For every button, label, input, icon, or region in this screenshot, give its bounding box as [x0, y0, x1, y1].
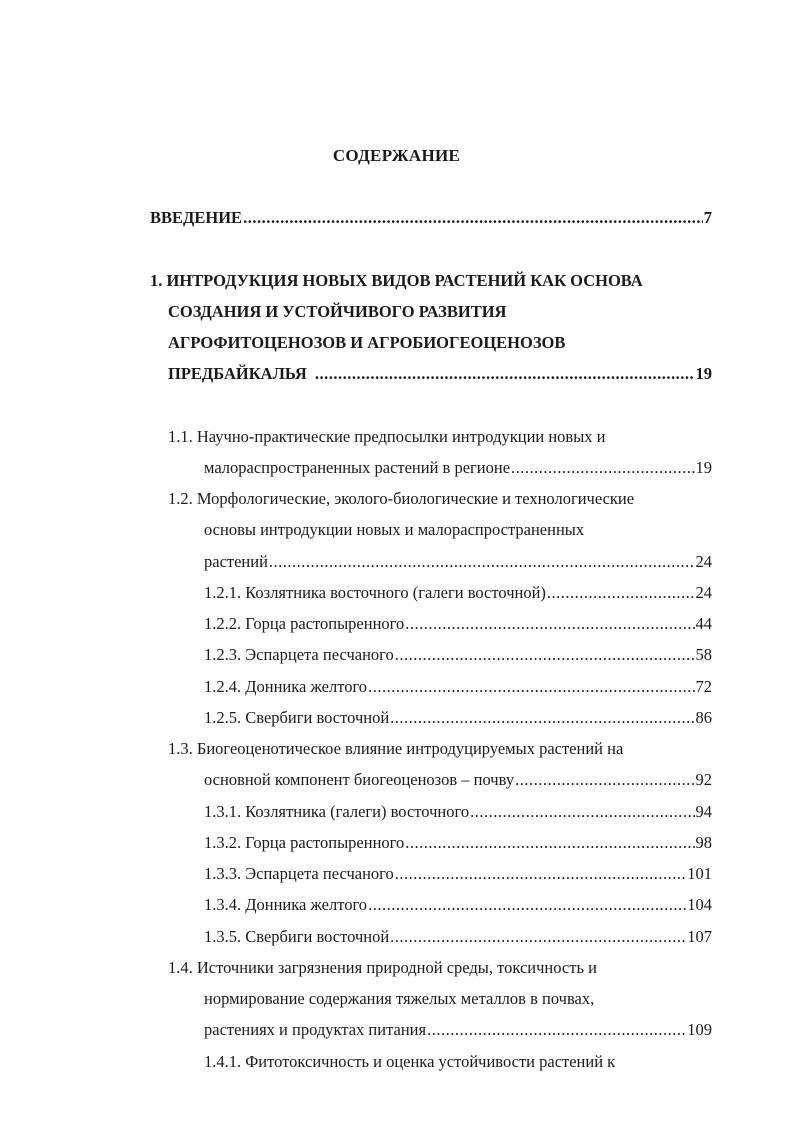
toc-label: растениях и продуктах питания: [204, 1020, 427, 1039]
toc-page-number: 104: [687, 895, 712, 914]
dot-leader: [511, 458, 694, 478]
toc-label: 1.2.4. Донника желтого: [204, 677, 368, 696]
dot-leader: [395, 864, 687, 884]
dot-leader: [368, 677, 694, 697]
toc-label-line: 1. ИНТРОДУКЦИЯ НОВЫХ ВИДОВ РАСТЕНИЙ КАК ОСНОВА: [150, 271, 643, 290]
toc-page-number: 58: [695, 645, 712, 664]
toc-label: 1.2.2. Горца растопыренного: [204, 614, 405, 633]
toc-label: основной компонент биогеоценозов – почву: [204, 770, 515, 789]
toc-label: 1.2.5. Свербиги восточной: [204, 708, 390, 727]
toc-label: 1.3.3. Эспарцета песчаного: [204, 864, 394, 883]
toc-page-number: 92: [695, 770, 712, 789]
toc-entry-1-3-4: [204, 895, 712, 919]
toc-page-number: 86: [695, 708, 712, 727]
toc-label: 1.2.1. Козлятника восточного (галеги восточной): [204, 583, 546, 602]
toc-entry-1-2-3: [204, 645, 712, 669]
toc-label-line: АГРОФИТОЦЕНОЗОВ И АГРОБИОГЕОЦЕНОЗОВ: [168, 333, 566, 352]
dot-leader: [405, 833, 694, 853]
dot-leader: [547, 583, 695, 603]
toc-entry-1-2-5: [204, 708, 712, 732]
dot-leader: [405, 614, 694, 634]
toc-page-number: 19: [695, 364, 712, 383]
toc-page-number: 107: [687, 927, 712, 946]
toc-page-number: 24: [695, 552, 712, 571]
dot-leader: [515, 770, 694, 790]
toc-entry-1-3-2: [204, 833, 712, 857]
toc-entry-1-3-3: [204, 864, 712, 888]
toc-label: 1.3.1. Козлятника (галеги) восточного: [204, 802, 470, 821]
toc-entry-1-3-1: [204, 802, 712, 826]
toc-label-line: СОЗДАНИЯ И УСТОЙЧИВОГО РАЗВИТИЯ: [168, 302, 507, 321]
dot-leader: [470, 802, 694, 822]
toc-label: 1.3.4. Донника желтого: [204, 895, 368, 914]
toc-label-line: 1.2. Морфологические, эколого-биологические и технологические: [168, 489, 635, 508]
toc-label: 1.3.5. Свербиги восточной: [204, 927, 390, 946]
dot-leader: [269, 552, 695, 572]
toc-page-number: 24: [695, 583, 712, 602]
toc-page-number: 7: [703, 208, 712, 227]
toc-page-number: 94: [695, 802, 712, 821]
toc-label: 1.3.2. Горца растопыренного: [204, 833, 405, 852]
toc-label: ВВЕДЕНИЕ: [150, 208, 243, 227]
toc-label: ПРЕДБАЙКАЛЬЯ: [168, 364, 307, 383]
dot-leader: [427, 1020, 686, 1040]
toc-entry-1-3-5: [204, 927, 712, 951]
dot-leader: [243, 208, 703, 228]
toc-label: растений: [204, 552, 268, 571]
toc-page-number: 44: [695, 614, 712, 633]
toc-page-number: 98: [695, 833, 712, 852]
toc-entry-1-2-1: [204, 583, 712, 607]
toc-entry-1-2-4: [204, 677, 712, 701]
dot-leader: [368, 895, 686, 915]
toc-label-line: нормирование содержания тяжелых металлов в почвах,: [204, 989, 595, 1008]
page-title: СОДЕРЖАНИЕ: [332, 146, 461, 165]
dot-leader: [395, 645, 695, 665]
toc-label: малораспространенных растений в регионе: [204, 458, 511, 477]
dot-leader: [315, 364, 695, 384]
toc-label-line: 1.1. Научно-практические предпосылки интродукции новых и: [168, 427, 606, 446]
toc-label-line: 1.4.1. Фитотоксичность и оценка устойчивости растений к: [204, 1052, 616, 1071]
toc-page-number: 109: [687, 1020, 712, 1039]
toc-page-number: 72: [695, 677, 712, 696]
toc-label: 1.2.3. Эспарцета песчаного: [204, 645, 394, 664]
toc-entry-1-2-2: [204, 614, 712, 638]
toc-page-number: 101: [687, 864, 712, 883]
dot-leader: [390, 927, 686, 947]
dot-leader: [390, 708, 694, 728]
toc-page-number: 19: [695, 458, 712, 477]
toc-label-line: 1.3. Биогеоценотическое влияние интродуцируемых растений на: [168, 739, 624, 758]
toc-label-line: 1.4. Источники загрязнения природной среды, токсичность и: [168, 958, 597, 977]
toc-label-line: основы интродукции новых и малораспространенных: [204, 520, 585, 539]
